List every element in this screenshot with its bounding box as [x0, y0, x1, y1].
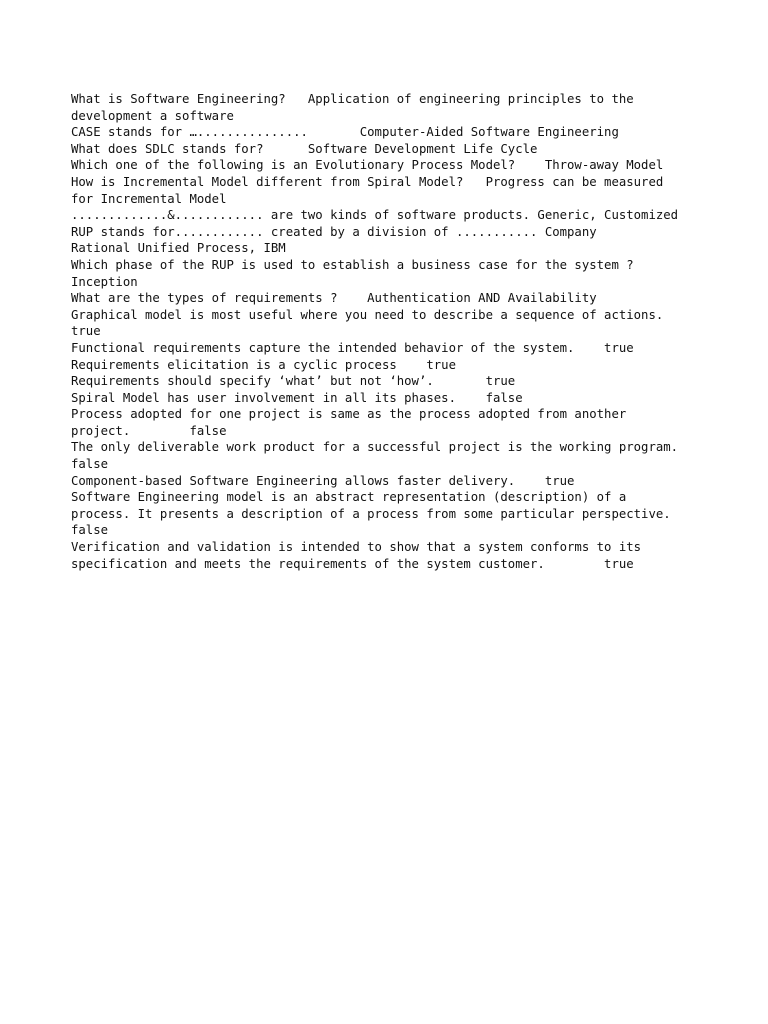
text-line: Requirements should specify ‘what’ but not ‘how’. true	[71, 374, 516, 389]
text-line: Requirements elicitation is a cyclic process true	[71, 357, 456, 372]
text-line: Process adopted for one project is same as the process adopted from another	[71, 407, 627, 422]
text-line: process. It presents a description of a process from some particular perspective.	[71, 506, 671, 521]
text-line: What are the types of requirements ? Authentication AND Availability	[71, 291, 597, 306]
text-line: specification and meets the requirements of the system customer. true	[71, 556, 634, 571]
text-line: Component-based Software Engineering allows faster delivery. true	[71, 473, 575, 488]
text-line: RUP stands for............ created by a division of ........... Company	[71, 224, 597, 239]
text-line: CASE stands for …............... Computer-Aided Software Engineering	[71, 125, 619, 140]
text-line: Graphical model is most useful where you need to describe a sequence of actions.	[71, 307, 664, 322]
text-line: Rational Unified Process, IBM	[71, 241, 286, 256]
text-line: false	[71, 523, 109, 538]
text-line: Functional requirements capture the intended behavior of the system. true	[71, 340, 634, 355]
text-line: Spiral Model has user involvement in all its phases. false	[71, 390, 523, 405]
text-line: development a software	[71, 108, 234, 123]
text-line: .............&............ are two kinds of software products. Generic, Customized	[71, 208, 679, 223]
text-line: Verification and validation is intended to show that a system conforms to its	[71, 540, 642, 555]
text-line: for Incremental Model	[71, 191, 227, 206]
text-line: What does SDLC stands for? Software Development Life Cycle	[71, 141, 538, 156]
text-line: project. false	[71, 423, 227, 438]
text-line: Inception	[71, 274, 138, 289]
text-line: true	[71, 324, 101, 339]
text-line: Software Engineering model is an abstract representation (description) of a	[71, 490, 627, 505]
text-line: false	[71, 457, 109, 472]
text-line: Which phase of the RUP is used to establish a business case for the system ?	[71, 257, 634, 272]
text-line: Which one of the following is an Evolutionary Process Model? Throw-away Model	[71, 158, 664, 173]
document-body	[71, 91, 751, 572]
text-line: The only deliverable work product for a successful project is the working program.	[71, 440, 679, 455]
text-line: How is Incremental Model different from Spiral Model? Progress can be measured	[71, 174, 664, 189]
text-line: What is Software Engineering? Application of engineering principles to the	[71, 92, 634, 106]
